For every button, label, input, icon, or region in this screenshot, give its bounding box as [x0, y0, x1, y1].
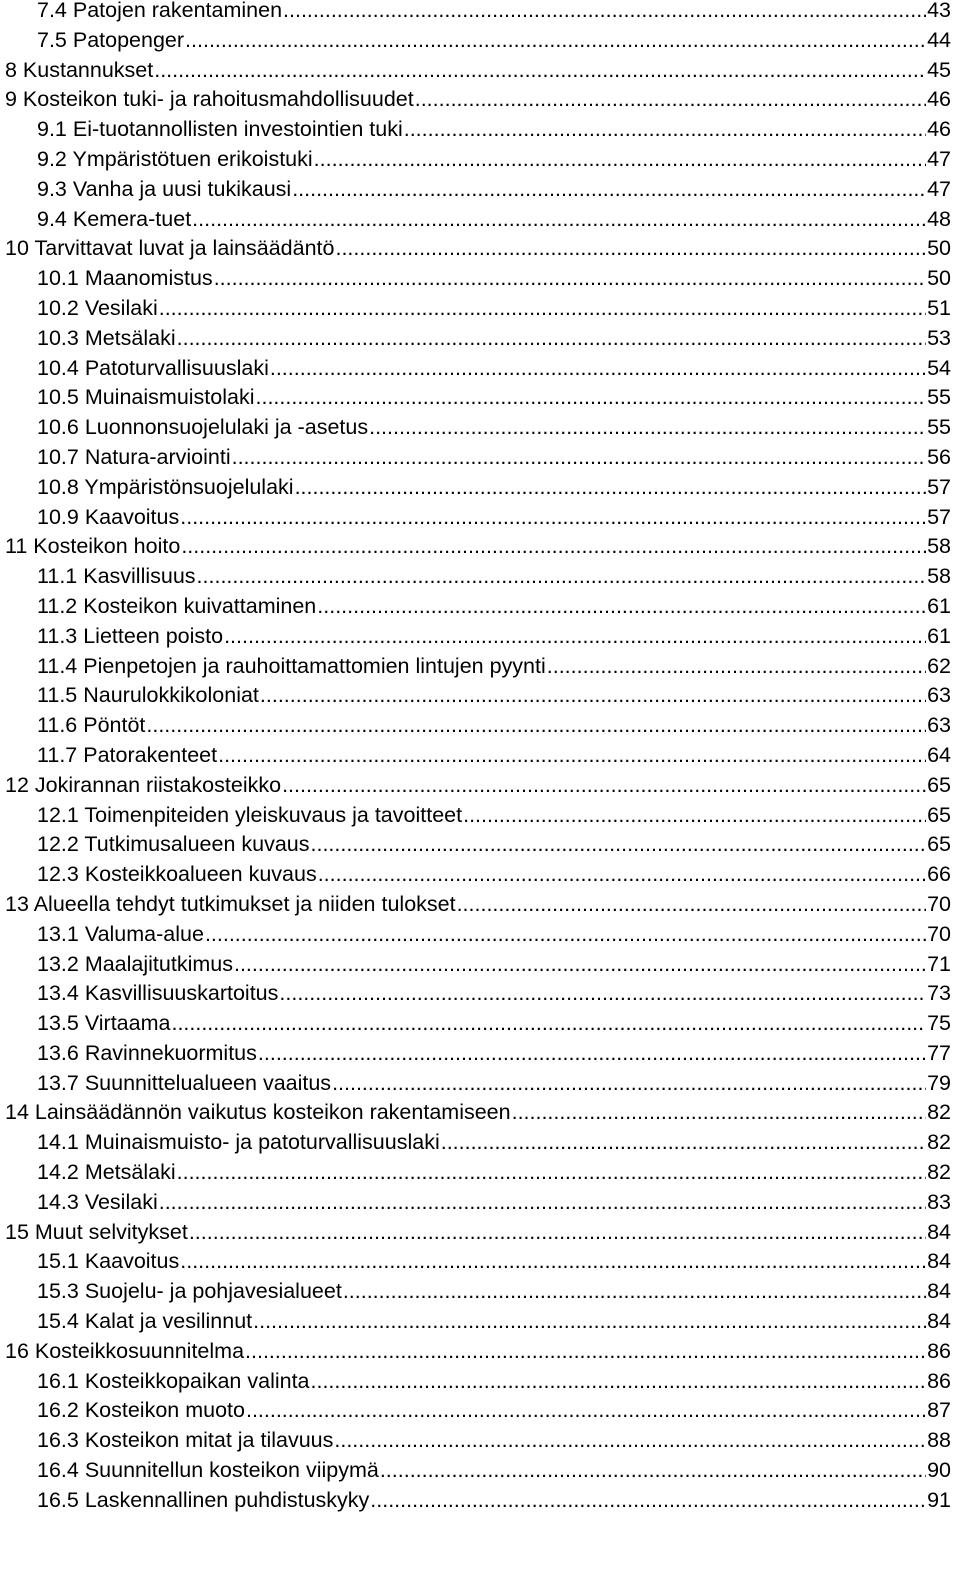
toc-page-number: 65 — [927, 772, 951, 797]
toc-section-entry[interactable] — [0, 1039, 960, 1069]
toc-chapter-entry[interactable] — [0, 1098, 960, 1128]
toc-entry-title: 10.5 Muinaismuistolaki — [37, 385, 255, 410]
toc-entry-title: 15 Muut selvitykset — [5, 1219, 188, 1244]
toc-page-number: 83 — [927, 1189, 951, 1214]
toc-page-number: 65 — [927, 802, 951, 827]
dot-leader — [258, 1039, 926, 1069]
toc-page-number: 46 — [927, 87, 951, 112]
toc-section-entry[interactable] — [0, 979, 960, 1009]
toc-entry-title: 15.4 Kalat ja vesilinnut — [37, 1309, 253, 1334]
dot-leader — [159, 294, 926, 324]
toc-section-entry[interactable] — [0, 115, 960, 145]
toc-entry-title: 9.3 Vanha ja uusi tukikausi — [37, 176, 292, 201]
toc-entry-title: 11.6 Pöntöt — [37, 713, 146, 738]
toc-page-number: 57 — [927, 504, 951, 529]
dot-leader — [343, 1277, 926, 1307]
toc-page-number: 44 — [927, 27, 951, 52]
toc-page-number: 55 — [927, 415, 951, 440]
toc-section-entry[interactable] — [0, 1277, 960, 1307]
toc-entry-title: 11.1 Kasvillisuus — [37, 564, 196, 589]
toc-entry-title: 13.6 Ravinnekuormitus — [37, 1040, 257, 1065]
toc-page-number: 84 — [927, 1219, 951, 1244]
toc-entry-title: 12.1 Toimenpiteiden yleiskuvaus ja tavoitteet — [37, 802, 463, 827]
toc-entry-title: 8 Kustannukset — [5, 57, 154, 82]
dot-leader — [181, 532, 926, 562]
dot-leader — [311, 830, 927, 860]
toc-section-entry[interactable] — [0, 1367, 960, 1397]
dot-leader — [415, 85, 926, 115]
toc-entry-title: 13.7 Suunnittelualueen vaaitus — [37, 1070, 332, 1095]
toc-entry-title: 11.5 Naurulokkikoloniat — [37, 683, 259, 708]
toc-page-number: 50 — [927, 236, 951, 261]
dot-leader — [159, 1188, 926, 1218]
toc-section-entry[interactable] — [0, 681, 960, 711]
toc-section-entry[interactable] — [0, 1396, 960, 1426]
toc-entry-title: 11.3 Lietteen poisto — [37, 623, 224, 648]
toc-page-number: 91 — [927, 1487, 951, 1512]
toc-section-entry[interactable] — [0, 1188, 960, 1218]
toc-chapter-entry[interactable] — [0, 771, 960, 801]
toc-entry-title: 10.2 Vesilaki — [37, 295, 158, 320]
toc-page-number: 64 — [927, 742, 951, 767]
toc-entry-title: 10.8 Ympäristönsuojelulaki — [37, 474, 294, 499]
dot-leader — [270, 354, 926, 384]
toc-entry-title: 13.1 Valuma-alue — [37, 921, 204, 946]
toc-entry-title: 7.4 Patojen rakentaminen — [37, 0, 283, 22]
dot-leader — [370, 1486, 926, 1516]
toc-page-number: 90 — [927, 1458, 951, 1483]
toc-section-entry[interactable] — [0, 652, 960, 682]
toc-page-number: 77 — [927, 1040, 951, 1065]
toc-entry-title: 16.1 Kosteikkopaikan valinta — [37, 1368, 310, 1393]
dot-leader — [369, 413, 926, 443]
toc-page-number: 86 — [927, 1338, 951, 1363]
toc-page-number: 62 — [927, 653, 951, 678]
toc-entry-title: 11.7 Patorakenteet — [37, 742, 218, 767]
toc-section-entry[interactable] — [0, 741, 960, 771]
dot-leader — [197, 562, 927, 592]
toc-entry-title: 13.4 Kasvillisuuskartoitus — [37, 981, 279, 1006]
dot-leader — [404, 115, 926, 145]
dot-leader — [335, 234, 926, 264]
toc-section-entry[interactable] — [0, 26, 960, 56]
toc-entry-title: 15.1 Kaavoitus — [37, 1249, 180, 1274]
toc-section-entry[interactable] — [0, 354, 960, 384]
dot-leader — [146, 711, 926, 741]
toc-section-entry[interactable] — [0, 1456, 960, 1486]
toc-page-number: 51 — [927, 295, 951, 320]
toc-entry-title: 16.5 Laskennallinen puhdistuskyky — [37, 1487, 370, 1512]
toc-entry-title: 11.4 Pienpetojen ja rauhoittamattomien lintujen pyynti — [37, 653, 546, 678]
dot-leader — [224, 622, 926, 652]
toc-section-entry[interactable] — [0, 0, 960, 26]
dot-leader — [192, 205, 926, 235]
dot-leader — [512, 1098, 926, 1128]
toc-page-number: 47 — [927, 146, 951, 171]
dot-leader — [314, 145, 926, 175]
dot-leader — [234, 950, 926, 980]
toc-section-entry[interactable] — [0, 860, 960, 890]
toc-page-number: 66 — [927, 862, 951, 887]
toc-page-number: 50 — [927, 266, 951, 291]
dot-leader — [283, 0, 926, 26]
toc-entry-title: 10.7 Natura-arviointi — [37, 444, 231, 469]
toc-entry-title: 16 Kosteikkosuunnitelma — [5, 1338, 245, 1363]
dot-leader — [282, 771, 926, 801]
toc-entry-title: 11 Kosteikon hoito — [5, 534, 181, 559]
toc-section-entry[interactable] — [0, 1307, 960, 1337]
toc-chapter-entry[interactable] — [0, 85, 960, 115]
toc-section-entry[interactable] — [0, 1426, 960, 1456]
toc-chapter-entry[interactable] — [0, 532, 960, 562]
dot-leader — [295, 473, 927, 503]
toc-section-entry[interactable] — [0, 801, 960, 831]
toc-page-number: 61 — [927, 593, 951, 618]
toc-section-entry[interactable] — [0, 592, 960, 622]
toc-page-number: 70 — [927, 891, 951, 916]
toc-section-entry[interactable] — [0, 920, 960, 950]
toc-section-entry[interactable] — [0, 711, 960, 741]
toc-section-entry[interactable] — [0, 1128, 960, 1158]
toc-page-number: 88 — [927, 1428, 951, 1453]
dot-leader — [292, 175, 926, 205]
toc-page-number: 46 — [927, 117, 951, 142]
toc-page-number: 84 — [927, 1249, 951, 1274]
toc-chapter-entry[interactable] — [0, 56, 960, 86]
dot-leader — [279, 979, 926, 1009]
toc-chapter-entry[interactable] — [0, 234, 960, 264]
toc-page-number: 65 — [927, 832, 951, 857]
toc-entry-title: 13.2 Maalajitutkimus — [37, 951, 233, 976]
toc-section-entry[interactable] — [0, 324, 960, 354]
toc-section-entry[interactable] — [0, 830, 960, 860]
dot-leader — [256, 383, 927, 413]
toc-page-number: 73 — [927, 981, 951, 1006]
toc-entry-title: 14.2 Metsälaki — [37, 1160, 176, 1185]
toc-entry-title: 10.9 Kaavoitus — [37, 504, 180, 529]
toc-page-number: 82 — [927, 1160, 951, 1185]
dot-leader — [334, 1426, 926, 1456]
toc-section-entry[interactable] — [0, 145, 960, 175]
toc-page-number: 58 — [927, 534, 951, 559]
toc-section-entry[interactable] — [0, 473, 960, 503]
dot-leader — [189, 1218, 926, 1248]
dot-leader — [177, 324, 926, 354]
toc-entry-title: 13 Alueella tehdyt tutkimukset ja niiden tulokset — [5, 891, 456, 916]
dot-leader — [171, 1009, 926, 1039]
toc-page-number: 82 — [927, 1130, 951, 1155]
toc-section-entry[interactable] — [0, 413, 960, 443]
toc-entry-title: 16.4 Suunnitellun kosteikon viipymä — [37, 1458, 379, 1483]
dot-leader — [232, 443, 926, 473]
dot-leader — [245, 1337, 926, 1367]
toc-page-number: 55 — [927, 385, 951, 410]
dot-leader — [154, 56, 926, 86]
dot-leader — [246, 1396, 926, 1426]
toc-entry-title: 10.6 Luonnonsuojelulaki ja -asetus — [37, 415, 369, 440]
toc-entry-title: 16.2 Kosteikon muoto — [37, 1398, 245, 1423]
dot-leader — [260, 681, 926, 711]
dot-leader — [311, 1367, 927, 1397]
toc-chapter-entry[interactable] — [0, 1337, 960, 1367]
dot-leader — [317, 592, 926, 622]
toc-entry-title: 14.1 Muinaismuisto- ja patoturvallisuuslaki — [37, 1130, 440, 1155]
dot-leader — [380, 1456, 926, 1486]
toc-entry-title: 15.3 Suojelu- ja pohjavesialueet — [37, 1279, 342, 1304]
toc-section-entry[interactable] — [0, 1158, 960, 1188]
toc-page-number: 84 — [927, 1279, 951, 1304]
toc-entry-title: 9.4 Kemera-tuet — [37, 206, 192, 231]
dot-leader — [253, 1307, 926, 1337]
toc-entry-title: 9.1 Ei-tuotannollisten investointien tuki — [37, 117, 403, 142]
toc-section-entry[interactable] — [0, 1486, 960, 1516]
dot-leader — [180, 503, 926, 533]
toc-page-number: 71 — [927, 951, 951, 976]
toc-page-number: 70 — [927, 921, 951, 946]
toc-section-entry[interactable] — [0, 562, 960, 592]
toc-page-number: 43 — [927, 0, 951, 22]
toc-page-number: 48 — [927, 206, 951, 231]
toc-entry-title: 13.5 Virtaama — [37, 1011, 171, 1036]
toc-section-entry[interactable] — [0, 443, 960, 473]
toc-section-entry[interactable] — [0, 1009, 960, 1039]
toc-chapter-entry[interactable] — [0, 1218, 960, 1248]
dot-leader — [463, 801, 926, 831]
toc-page-number: 84 — [927, 1309, 951, 1334]
toc-entry-title: 9 Kosteikon tuki- ja rahoitusmahdollisuudet — [5, 87, 414, 112]
toc-section-entry[interactable] — [0, 503, 960, 533]
toc-section-entry[interactable] — [0, 622, 960, 652]
toc-page-number: 56 — [927, 444, 951, 469]
toc-page-number: 58 — [927, 564, 951, 589]
toc-section-entry[interactable] — [0, 175, 960, 205]
toc-entry-title: 12.2 Tutkimusalueen kuvaus — [37, 832, 310, 857]
toc-section-entry[interactable] — [0, 1069, 960, 1099]
toc-entry-title: 10.3 Metsälaki — [37, 325, 176, 350]
toc-entry-title: 12.3 Kosteikkoalueen kuvaus — [37, 862, 317, 887]
toc-page-number: 86 — [927, 1368, 951, 1393]
toc-section-entry[interactable] — [0, 264, 960, 294]
toc-entry-title: 10.1 Maanomistus — [37, 266, 213, 291]
toc-page-number: 45 — [927, 57, 951, 82]
toc-chapter-entry[interactable] — [0, 890, 960, 920]
toc-section-entry[interactable] — [0, 294, 960, 324]
toc-page-number: 53 — [927, 325, 951, 350]
toc-page-number: 82 — [927, 1100, 951, 1125]
toc-section-entry[interactable] — [0, 950, 960, 980]
toc-entry-title: 12 Jokirannan riistakosteikko — [5, 772, 282, 797]
toc-section-entry[interactable] — [0, 205, 960, 235]
toc-entry-title: 14 Lainsäädännön vaikutus kosteikon rakentamiseen — [5, 1100, 511, 1125]
toc-entry-title: 9.2 Ympäristötuen erikoistuki — [37, 146, 313, 171]
toc-entry-title: 10.4 Patoturvallisuuslaki — [37, 355, 269, 380]
dot-leader — [218, 741, 926, 771]
dot-leader — [441, 1128, 926, 1158]
toc-section-entry[interactable] — [0, 383, 960, 413]
dot-leader — [185, 26, 926, 56]
dot-leader — [180, 1247, 926, 1277]
dot-leader — [214, 264, 926, 294]
toc-page-number: 47 — [927, 176, 951, 201]
dot-leader — [547, 652, 926, 682]
dot-leader — [318, 860, 926, 890]
toc-page-number: 75 — [927, 1011, 951, 1036]
dot-leader — [332, 1069, 926, 1099]
toc-page-number: 61 — [927, 623, 951, 648]
toc-entry-title: 7.5 Patopenger — [37, 27, 185, 52]
toc-page-number: 57 — [927, 474, 951, 499]
toc-page-number: 63 — [927, 713, 951, 738]
dot-leader — [457, 890, 927, 920]
toc-entry-title: 10 Tarvittavat luvat ja lainsäädäntö — [5, 236, 335, 261]
toc-page-number: 63 — [927, 683, 951, 708]
toc-entry-title: 16.3 Kosteikon mitat ja tilavuus — [37, 1428, 334, 1453]
toc-page-number: 54 — [927, 355, 951, 380]
dot-leader — [205, 920, 926, 950]
dot-leader — [177, 1158, 926, 1188]
toc-entry-title: 14.3 Vesilaki — [37, 1189, 158, 1214]
toc-page-number: 79 — [927, 1070, 951, 1095]
toc-page-number: 87 — [927, 1398, 951, 1423]
toc-entry-title: 11.2 Kosteikon kuivattaminen — [37, 593, 317, 618]
toc-section-entry[interactable] — [0, 1247, 960, 1277]
